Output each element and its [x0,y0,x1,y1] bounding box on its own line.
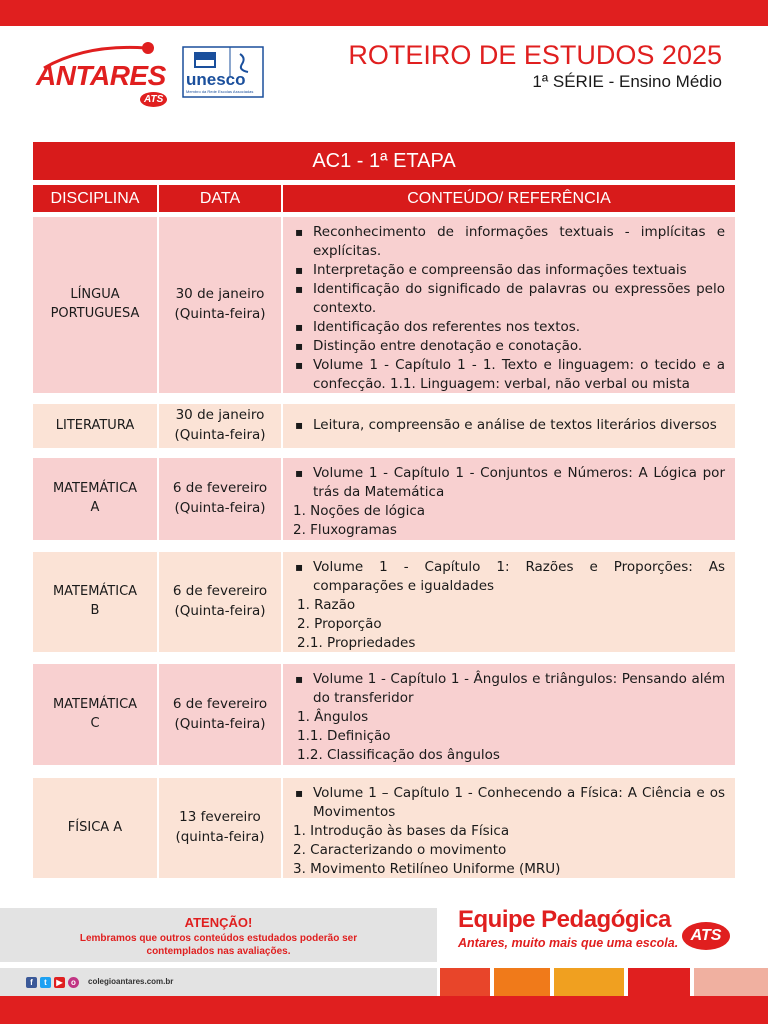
date-cell [159,664,281,765]
table-row [33,552,735,652]
content-item: ▪ Identificação do significado de palavras ou expressões pelo contexto. [293,280,725,318]
header-disciplina: DISCIPLINA [33,185,157,212]
content-item: ▪ Interpretação e compreensão das informações textuais [293,261,725,280]
content-subitem: 2.1. Propriedades [297,635,416,651]
date-weekday: (quinta-feira) [175,829,265,845]
page-title: ROTEIRO DE ESTUDOS 2025 [348,40,722,70]
antares-logo [36,40,176,110]
discipline-line: FÍSICA A [67,819,123,835]
discipline-line: LÍNGUA [70,287,120,303]
date-weekday: (Quinta-feira) [174,603,266,619]
content-subitem: 1. Ângulos [297,709,369,725]
discipline-cell [33,778,157,878]
content-item: ▪ Volume 1 - Capítulo 1: Razões e Proporções: As comparações e igualdades [293,558,725,596]
unesco-logo [182,46,264,98]
content-item: ▪ Volume 1 - Capítulo 1 - Ângulos e triângulos: Pensando além do transferidor [293,670,725,708]
content-subitem: 1. Razão [297,597,356,613]
date-cell [159,217,281,393]
attention-line: contemplados nas avaliações. [146,946,291,957]
content-item: ▪ Volume 1 – Capítulo 1 - Conhecendo a Física: A Ciência e os Movimentos [293,784,725,822]
website-link[interactable]: colegioantares.com.br [88,977,174,986]
date-weekday: (Quinta-feira) [174,306,266,322]
content-item: ▪ Identificação dos referentes nos textos. [293,318,725,337]
decor-bar [440,968,490,996]
content-item: ▪ Distinção entre denotação e conotação. [293,337,725,356]
decor-bar [628,968,690,996]
date-line: 6 de fevereiro [172,695,268,712]
date-cell [159,458,281,540]
discipline-line: C [90,715,100,731]
content-subitem: 2. Proporção [297,616,382,632]
team-badge: ATS [682,922,730,950]
top-red-bar [0,0,768,26]
instagram-icon[interactable]: o [68,977,79,988]
attention-text [0,932,437,958]
content-subitem: 3. Movimento Retilíneo Uniforme (MRU) [293,861,561,877]
content-subitem: 2. Caracterizando o movimento [293,842,507,858]
date-cell [159,404,281,448]
content-cell [283,217,735,393]
discipline-cell [33,664,157,765]
discipline-cell [33,217,157,393]
content-subitem: 1. Introdução às bases da Física [293,823,510,839]
date-line: 30 de janeiro [175,286,265,303]
partner-subtitle: Membro da Rede Escolas Associadas [186,89,254,94]
discipline-cell [33,404,157,448]
attention-title: ATENÇÃO! [184,915,253,930]
content-item: ▪ Volume 1 - Capítulo 1 - Conjuntos e Números: A Lógica por trás da Matemática [293,464,725,502]
date-line: 6 de fevereiro [172,583,268,600]
twitter-icon[interactable]: t [40,977,51,988]
team-title: Equipe Pedagógica [458,906,671,933]
table-row [33,778,735,878]
content-cell [283,664,735,765]
discipline-cell [33,458,157,540]
section-title: AC1 - 1ª ETAPA [33,142,735,180]
header-conteudo: CONTEÚDO/ REFERÊNCIA [283,185,735,212]
content-subitem: 1.1. Definição [297,728,391,744]
date-line: 6 de fevereiro [172,480,268,497]
attention-box [0,908,437,962]
table-row [33,217,735,393]
content-item: ▪ Reconhecimento de informações textuais - implícitas e explícitas. [293,223,725,261]
social-bar [0,968,437,996]
content-subitem: 1.2. Classificação dos ângulos [297,747,500,763]
date-weekday: (Quinta-feira) [174,427,266,443]
facebook-icon[interactable]: f [26,977,37,988]
table-row [33,404,735,448]
page-subtitle: 1ª SÉRIE - Ensino Médio [532,72,722,91]
brand-name: ANTARES [36,60,166,91]
date-weekday: (Quinta-feira) [174,500,266,516]
content-subitem: 1. Noções de lógica [293,503,426,519]
content-item: ▪ Leitura, compreensão e análise de textos literários diversos [293,416,725,435]
content-cell [283,404,735,448]
discipline-line: PORTUGUESA [50,306,140,321]
discipline-line: MATEMÁTICA [52,584,138,600]
date-line: 30 de janeiro [175,407,265,424]
table-row [33,458,735,540]
content-subitem: 2. Fluxogramas [293,522,397,538]
content-cell [283,552,735,652]
brand-badge: ATS [140,92,167,107]
discipline-cell [33,552,157,652]
discipline-line: MATEMÁTICA [52,481,138,497]
team-slogan: Antares, muito mais que uma escola. [458,936,679,950]
decor-bar [554,968,624,996]
team-logo [458,906,738,966]
date-cell [159,552,281,652]
content-cell [283,458,735,540]
youtube-icon[interactable]: ▶ [54,977,65,988]
date-weekday: (Quinta-feira) [174,715,266,732]
date-cell [159,778,281,878]
table-header [33,185,735,212]
date-line: 13 fevereiro [179,809,261,826]
discipline-line: MATEMÁTICA [52,696,138,712]
bottom-red-bar [0,996,768,1024]
attention-line: Lembramos que outros conteúdos estudados poderão ser [79,933,358,944]
discipline-line: A [90,500,100,515]
content-item: ▪ Volume 1 - Capítulo 1 - 1. Texto e linguagem: o tecido e a confecção. 1.1. Linguagem: verbal, não verbal ou mista [293,356,725,394]
table-row [33,664,735,765]
discipline-line: LITERATURA [55,417,135,433]
partner-name: unesco [186,70,246,89]
content-cell [283,778,735,878]
header-data: DATA [159,185,281,212]
decor-bar [494,968,550,996]
discipline-line: B [90,603,100,618]
decor-bar [694,968,768,996]
